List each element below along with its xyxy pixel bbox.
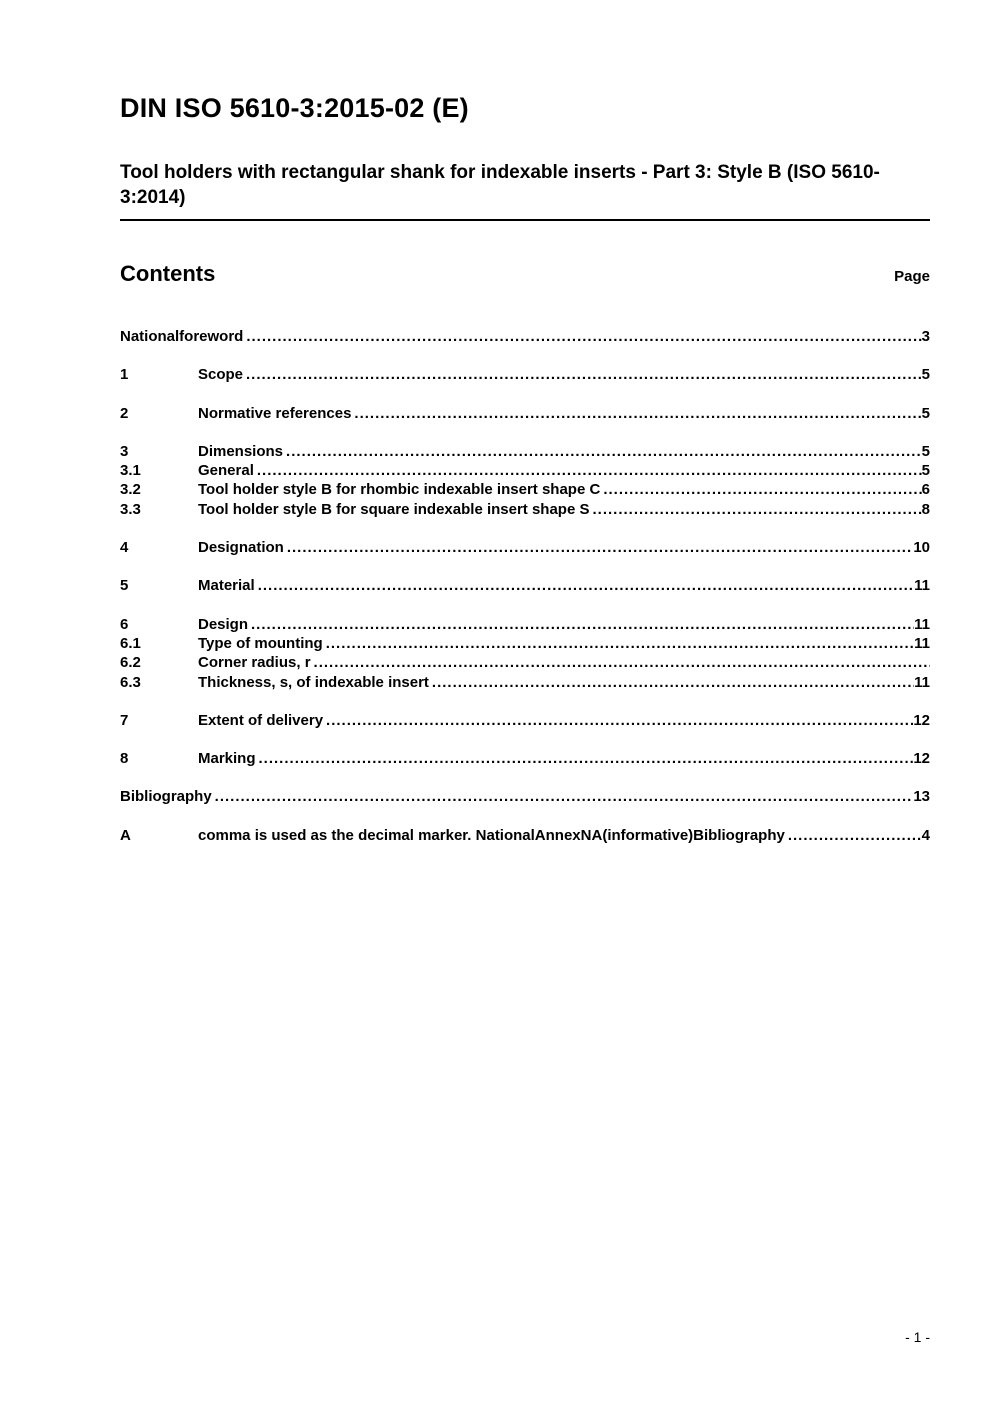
toc-entry-label: Designation xyxy=(198,539,284,557)
toc-entry xyxy=(120,615,930,634)
toc-entry-label: Corner radius, r xyxy=(198,654,311,672)
toc-entry-number: 6.3 xyxy=(120,673,141,691)
toc-entry-page: 5 xyxy=(921,366,930,384)
toc-leader-dots xyxy=(603,480,921,499)
toc-entry-label: Bibliography xyxy=(120,788,212,806)
toc-entry-number: 6.1 xyxy=(120,634,141,652)
toc-entry-page: 4 xyxy=(921,826,930,844)
toc-entry-label: Extent of delivery xyxy=(198,711,324,729)
toc-entry-number: 5 xyxy=(120,577,129,595)
toc-entry xyxy=(120,711,930,730)
toc-entry-label: Tool holder style B for rhombic indexable insert shape C xyxy=(198,481,601,499)
toc-entry-number: 3.3 xyxy=(120,500,141,518)
toc-entry-label: General xyxy=(198,462,254,480)
footer-page-number: - 1 - xyxy=(905,1329,930,1345)
toc-entry-number: 6.2 xyxy=(120,654,141,672)
toc-entry xyxy=(120,538,930,557)
toc-entry-label: Design xyxy=(198,615,249,633)
toc-leader-dots xyxy=(257,461,922,480)
toc-entry xyxy=(120,442,930,461)
toc-entry-label: comma is used as the decimal marker. NationalAnnexNA(informative)Bibliography xyxy=(198,826,785,844)
toc-leader-dots xyxy=(287,538,913,557)
toc-entry-label: Marking xyxy=(198,750,256,768)
toc-entry xyxy=(120,673,930,692)
toc-leader-dots xyxy=(246,327,921,346)
toc-entry-number: 3.1 xyxy=(120,462,141,480)
contents-heading: Contents xyxy=(120,261,216,286)
toc-leader-dots xyxy=(251,615,914,634)
toc-entry-page: 11 xyxy=(914,577,930,595)
toc-leader-dots xyxy=(258,576,914,595)
toc-entry xyxy=(120,404,930,423)
toc-entry xyxy=(120,365,930,384)
toc-leader-dots xyxy=(354,404,921,423)
toc-entry-number: 3.2 xyxy=(120,481,141,499)
toc-leader-dots xyxy=(432,673,914,692)
document-subtitle: Tool holders with rectangular shank for indexable inserts - Part 3: Style B (ISO 5610-3:2014) xyxy=(120,160,930,221)
toc-leader-dots xyxy=(286,442,922,461)
toc-entry xyxy=(120,500,930,519)
toc-entry-number: 2 xyxy=(120,404,129,422)
toc-entry-number: 8 xyxy=(120,750,129,768)
table-of-contents xyxy=(120,327,930,845)
contents-header-row xyxy=(120,261,930,287)
toc-entry-label: Dimensions xyxy=(198,442,284,460)
toc-entry xyxy=(120,749,930,768)
toc-entry-page: 5 xyxy=(921,442,930,460)
toc-entry-number: 3 xyxy=(120,442,129,460)
toc-leader-dots xyxy=(314,653,930,672)
toc-entry-page: 6 xyxy=(921,481,930,499)
toc-entry-label: Scope xyxy=(198,366,244,384)
toc-entry-label: Nationalforeword xyxy=(120,328,244,345)
toc-leader-dots xyxy=(326,634,914,653)
toc-entry-number: 6 xyxy=(120,615,129,633)
toc-leader-dots xyxy=(215,787,914,806)
toc-leader-dots xyxy=(246,365,922,384)
toc-entry xyxy=(120,480,930,499)
toc-leader-dots xyxy=(326,711,913,730)
toc-entry xyxy=(120,634,930,653)
toc-entry-page: 3 xyxy=(921,328,930,345)
toc-leader-dots xyxy=(788,826,922,845)
toc-entry-page: 13 xyxy=(913,788,930,806)
toc-entry-page: 5 xyxy=(921,404,930,422)
toc-entry xyxy=(120,576,930,595)
page-column-label: Page xyxy=(894,268,930,285)
toc-entry-label: Normative references xyxy=(198,404,352,422)
toc-leader-dots xyxy=(259,749,914,768)
toc-entry-page: 11 xyxy=(914,673,930,691)
toc-entry-number: 7 xyxy=(120,711,129,729)
document-title: DIN ISO 5610-3:2015-02 (E) xyxy=(120,93,469,123)
toc-entry-number: 4 xyxy=(120,539,129,557)
toc-entry xyxy=(120,461,930,480)
toc-entry-page: 8 xyxy=(921,500,930,518)
toc-entry-label: Tool holder style B for square indexable insert shape S xyxy=(198,500,590,518)
toc-entry-page: 12 xyxy=(913,750,930,768)
toc-entry-page: 11 xyxy=(914,615,930,633)
toc-entry-page: 5 xyxy=(921,462,930,480)
toc-entry xyxy=(120,826,930,845)
toc-entry xyxy=(120,653,930,672)
toc-entry xyxy=(120,787,930,806)
toc-leader-dots xyxy=(593,500,922,519)
toc-entry-label: Material xyxy=(198,577,255,595)
toc-entry-label: Type of mounting xyxy=(198,634,323,652)
toc-entry-label: Thickness, s, of indexable insert xyxy=(198,673,429,691)
toc-entry xyxy=(120,327,930,346)
toc-entry-number: 1 xyxy=(120,366,129,384)
toc-entry-page: 10 xyxy=(913,539,930,557)
page-content xyxy=(120,0,930,845)
toc-entry-page: 12 xyxy=(913,711,930,729)
toc-entry-number: A xyxy=(120,826,131,844)
toc-entry-page: 11 xyxy=(914,634,930,652)
